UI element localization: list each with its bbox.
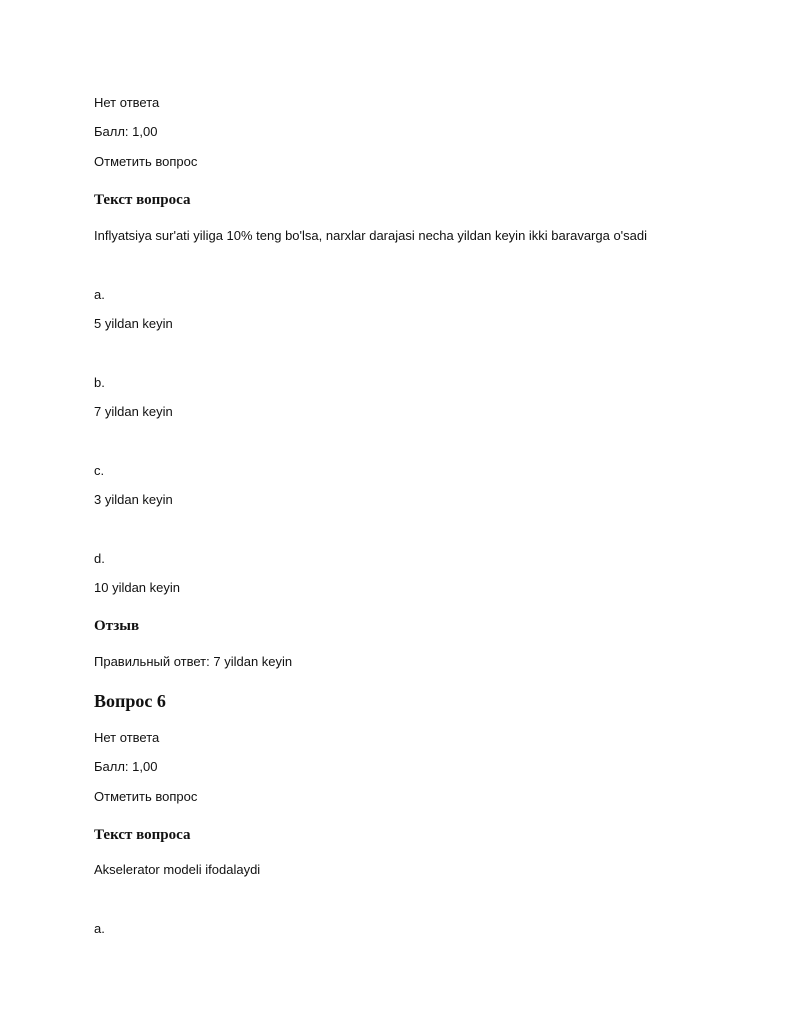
q5-option-b-text[interactable]: 7 yildan keyin	[94, 404, 173, 419]
q6-flag-link[interactable]: Отметить вопрос	[94, 789, 198, 804]
q5-question-text: Inflyatsiya sur'ati yiliga 10% teng bo'lsa, narxlar darajasi necha yildan keyin ikki baravarga o'sadi	[94, 228, 648, 243]
q5-option-d-letter: d.	[94, 551, 105, 566]
q5-grade: Балл: 1,00	[94, 124, 158, 139]
q5-option-a-text[interactable]: 5 yildan keyin	[94, 316, 173, 331]
q6-question-text: Akselerator modeli ifodalaydi	[94, 862, 261, 877]
q5-status: Нет ответа	[94, 95, 160, 110]
q5-option-c-letter: c.	[94, 463, 105, 478]
q5-option-b-letter: b.	[94, 375, 105, 390]
q6-title: Вопрос 6	[94, 691, 166, 711]
q5-flag-link[interactable]: Отметить вопрос	[94, 154, 198, 169]
q6-option-a-letter: a.	[94, 921, 105, 936]
q5-feedback-heading: Отзыв	[94, 618, 140, 634]
q6-question-text-heading: Текст вопроса	[94, 827, 191, 843]
q6-status: Нет ответа	[94, 730, 160, 745]
q5-option-a-letter: a.	[94, 287, 105, 302]
q6-grade: Балл: 1,00	[94, 759, 158, 774]
q5-option-d-text[interactable]: 10 yildan keyin	[94, 580, 180, 595]
q5-feedback-text: Правильный ответ: 7 yildan keyin	[94, 654, 293, 669]
q5-option-c-text[interactable]: 3 yildan keyin	[94, 492, 173, 507]
q5-question-text-heading: Текст вопроса	[94, 192, 191, 208]
